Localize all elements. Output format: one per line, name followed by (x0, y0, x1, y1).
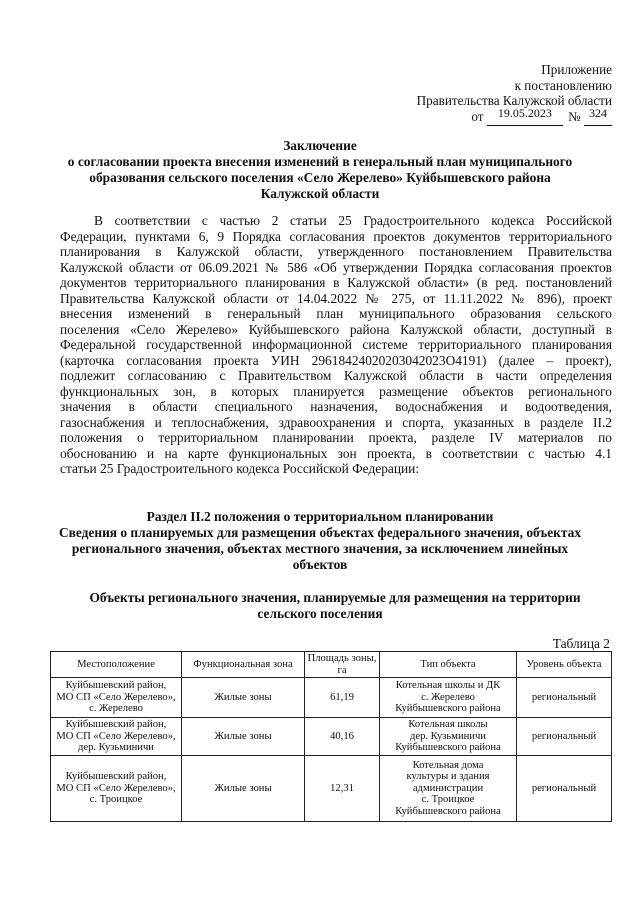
table-row (51, 678, 612, 718)
document-title (40, 138, 600, 202)
body-line: документов территориального планирования в Калужской области» (в ред. постановлений (60, 275, 612, 290)
section-heading-line: регионального значения, объектах местного значения, за исключением линейных (71, 541, 569, 556)
header-government: Правительства Калужской области (416, 93, 612, 108)
body-line: внесения изменений в генеральный план муниципального образования сельского (60, 306, 612, 321)
section-heading-line: объектов (292, 557, 348, 572)
cell-location: Куйбышевский район, МО СП «Село Жерелево», дер. Кузьминичи (51, 718, 182, 756)
resolution-number: 324 (589, 105, 607, 120)
cell-type: Котельная школы дер. Кузьминичи Куйбышевского района (380, 718, 517, 756)
body-line: (карточка согласования проекта УИН 29618424020203042023О4191) (далее – проект), (60, 352, 612, 368)
body-line: подлежит согласованию с Правительством Калужской области в части определения (60, 368, 612, 383)
header-location: Местоположение (51, 652, 182, 678)
cell-area: 61,19 (305, 678, 380, 718)
cell-area: 40,16 (305, 718, 380, 756)
resolution-date: 19.05.2023 (497, 105, 552, 120)
cell-level: региональный (517, 678, 612, 718)
objects-heading-line: сельского поселения (257, 606, 383, 621)
body-line: обоснованию и на карте функциональных зон проекта, в соответствии с частью 4.1 (60, 445, 612, 461)
title-line: образования сельского поселения «Село Жерелево» Куйбышевского района (89, 170, 551, 185)
body-line: статьи 25 Градостроительного кодекса Российской Федерации: (60, 461, 420, 476)
header-appendix: Приложение (541, 62, 612, 77)
date-field (487, 105, 563, 127)
cell-level: региональный (517, 756, 612, 822)
cell-type: Котельная школы и ДК с. Жерелево Куйбышевского района (380, 678, 517, 718)
body-line: функциональных зон, в которых планируется размещение объектов регионального (60, 383, 612, 399)
body-line: газоснабжения и теплоснабжения, здравоохранения и спорта, указанных в разделе II.2 (60, 414, 612, 430)
number-label: № (568, 108, 581, 124)
number-field (584, 105, 612, 127)
body-line: значения в области специального назначения, водоснабжения и водоотведения, (60, 399, 612, 414)
section-heading-line: Сведения о планируемых для размещения объектах федерального значения, объектах (58, 525, 582, 540)
body-line: Федерации, пунктами 6, 9 Порядка согласования проектов документов территориального (60, 228, 612, 244)
section-heading-line: Раздел II.2 положения о территориальном планировании (146, 509, 494, 524)
title-line: Калужской области (260, 186, 380, 201)
header-type: Тип объекта (380, 652, 517, 678)
header-area: Площадь зоны, га (305, 652, 380, 678)
table-caption: Таблица 2 (552, 636, 610, 651)
table-row (51, 718, 612, 756)
body-paragraph (60, 213, 612, 477)
document-header (417, 62, 612, 126)
cell-zone: Жилые зоны (182, 718, 305, 756)
cell-type: Котельная дома культуры и здания администрации с. Троицкое Куйбышевского района (380, 756, 517, 822)
cell-area: 12,31 (305, 756, 380, 822)
table-header-row (51, 652, 612, 678)
body-line: поселения «Село Жерелево» Куйбышевского района Калужской области, доступный в (60, 321, 612, 337)
body-line: Федеральной государственной информационной системе территориального планирования (60, 337, 612, 352)
body-line: Правительства Калужской области от 14.04.2022 № 275, от 11.11.2022 № 896), проект (60, 290, 612, 306)
cell-zone: Жилые зоны (182, 756, 305, 822)
title-line: о согласовании проекта внесения изменений в генеральный план муниципального (67, 154, 573, 169)
cell-location: Куйбышевский район, МО СП «Село Жерелево», с. Жерелево (51, 678, 182, 718)
cell-zone: Жилые зоны (182, 678, 305, 718)
body-line: положения о территориальном планировании проекта, разделе IV материалов по (60, 430, 612, 445)
cell-level: региональный (517, 718, 612, 756)
objects-table (50, 651, 612, 822)
objects-heading (40, 590, 600, 622)
section-heading (40, 509, 600, 573)
body-line: Калужской области от 06.09.2021 № 586 «Об утверждении Порядка согласования проектов (60, 259, 612, 275)
title-line: Заключение (283, 138, 357, 153)
header-level: Уровень объекта (517, 652, 612, 678)
header-date-number (417, 105, 612, 127)
body-line: планирования в Калужской области, утвержденного постановлением Правительства (60, 244, 612, 259)
body-line: В соответствии с частью 2 статьи 25 Градостроительного кодекса Российской (94, 213, 612, 228)
cell-location: Куйбышевский район, МО СП «Село Жерелево», с. Троицкое (51, 756, 182, 822)
from-label: от (471, 108, 484, 124)
header-to-resolution: к постановлению (514, 77, 612, 93)
header-zone: Функциональная зона (182, 652, 305, 678)
table-row (51, 756, 612, 822)
objects-heading-line: Объекты регионального значения, планируемые для размещения на территории (89, 590, 581, 605)
